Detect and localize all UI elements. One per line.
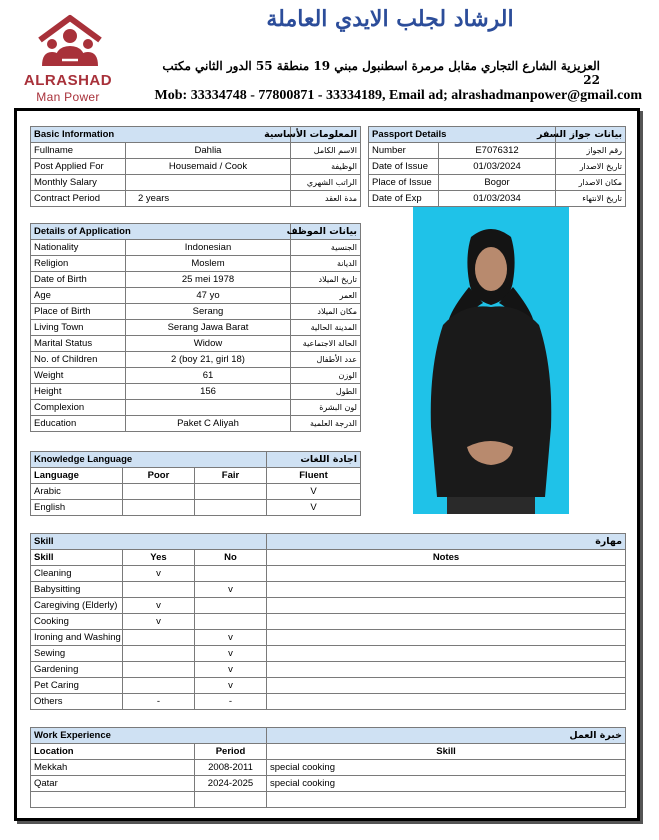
passport-table xyxy=(368,126,626,207)
field-value: 25 mei 1978 xyxy=(126,272,291,288)
skill-no xyxy=(195,566,267,582)
skill-name: Cooking xyxy=(31,614,123,630)
skill-yes: v xyxy=(123,614,195,630)
field-label: Place of Issue xyxy=(369,175,439,191)
column-header: Yes xyxy=(123,550,195,566)
field-value: Serang xyxy=(126,304,291,320)
section-title-ar: بيانات الموظف xyxy=(291,224,361,240)
column-header: Fluent xyxy=(267,468,361,484)
skill-yes xyxy=(123,662,195,678)
field-label-ar: الراتب الشهري xyxy=(291,175,361,191)
work-period xyxy=(195,792,267,808)
skill-yes xyxy=(123,678,195,694)
language-table xyxy=(30,451,361,516)
field-value: Serang Jawa Barat xyxy=(126,320,291,336)
table-row xyxy=(31,175,361,191)
field-label: Complexion xyxy=(31,400,126,416)
field-value xyxy=(126,400,291,416)
section-title-ar: خبرة العمل xyxy=(267,728,626,744)
section-title-ar: مهارة xyxy=(267,534,626,550)
field-label-ar: المدينة الحالية xyxy=(291,320,361,336)
field-label: Weight xyxy=(31,368,126,384)
field-value: Indonesian xyxy=(126,240,291,256)
column-header: Fair xyxy=(195,468,267,484)
table-row xyxy=(31,240,361,256)
work-period: 2008-2011 xyxy=(195,760,267,776)
table-row xyxy=(369,159,626,175)
table-row xyxy=(31,582,626,598)
field-value: Dahlia xyxy=(126,143,291,159)
table-header xyxy=(369,127,626,143)
table-row xyxy=(31,416,361,432)
table-header xyxy=(31,452,361,468)
field-value: Widow xyxy=(126,336,291,352)
table-row xyxy=(31,792,626,808)
work-experience-table xyxy=(30,727,626,808)
table-row xyxy=(31,598,626,614)
field-label: Age xyxy=(31,288,126,304)
company-logo xyxy=(18,14,118,104)
field-label: Place of Birth xyxy=(31,304,126,320)
table-row xyxy=(369,143,626,159)
skill-name: Others xyxy=(31,694,123,710)
level-fair xyxy=(195,484,267,500)
level-fluent: V xyxy=(267,500,361,516)
field-label-ar: الوظيفة xyxy=(291,159,361,175)
field-label: Height xyxy=(31,384,126,400)
skill-notes xyxy=(267,630,626,646)
house-people-icon xyxy=(32,14,108,70)
skill-no: v xyxy=(195,678,267,694)
field-label: Monthly Salary xyxy=(31,175,126,191)
table-row xyxy=(31,400,361,416)
section-title: Knowledge Language xyxy=(31,452,267,468)
skill-no xyxy=(195,598,267,614)
section-title-ar: المعلومات الأساسية xyxy=(291,127,361,143)
table-row xyxy=(31,288,361,304)
table-row xyxy=(369,191,626,207)
skill-name: Sewing xyxy=(31,646,123,662)
table-row xyxy=(369,175,626,191)
table-row xyxy=(31,630,626,646)
field-label-ar: الحالة الاجتماعية xyxy=(291,336,361,352)
skill-notes xyxy=(267,614,626,630)
applicant-photo xyxy=(413,207,569,514)
work-skill: special cooking xyxy=(267,776,626,792)
column-header: Poor xyxy=(123,468,195,484)
logo-subtitle: Man Power xyxy=(36,90,100,104)
skill-name: Pet Caring xyxy=(31,678,123,694)
skill-yes: v xyxy=(123,598,195,614)
work-skill xyxy=(267,792,626,808)
column-header: Language xyxy=(31,468,123,484)
skill-yes xyxy=(123,646,195,662)
basic-info-table xyxy=(30,126,361,207)
field-label: Living Town xyxy=(31,320,126,336)
language-name: English xyxy=(31,500,123,516)
field-value: 2 (boy 21, girl 18) xyxy=(126,352,291,368)
table-row xyxy=(31,320,361,336)
skill-notes xyxy=(267,582,626,598)
work-period: 2024-2025 xyxy=(195,776,267,792)
level-fluent: V xyxy=(267,484,361,500)
column-headers xyxy=(31,468,361,484)
column-header: Location xyxy=(31,744,195,760)
table-row xyxy=(31,662,626,678)
person-silhouette-icon xyxy=(413,207,569,514)
skill-name: Gardening xyxy=(31,662,123,678)
skill-notes xyxy=(267,598,626,614)
field-label: Date of Exp xyxy=(369,191,439,207)
skill-table xyxy=(30,533,626,710)
company-title: الرشاد لجلب الايدي العاملة xyxy=(266,6,514,32)
skill-no: v xyxy=(195,662,267,678)
column-header: Period xyxy=(195,744,267,760)
field-label: No. of Children xyxy=(31,352,126,368)
skill-no: v xyxy=(195,630,267,646)
field-label-ar: مكان الاصدار xyxy=(556,175,626,191)
table-row xyxy=(31,760,626,776)
skill-notes xyxy=(267,678,626,694)
table-row xyxy=(31,256,361,272)
contact-info: Mob: 33334748 - 77800871 - 33334189, Email ad; alrashadmanpower@gmail.com xyxy=(154,88,642,103)
table-row xyxy=(31,304,361,320)
skill-notes xyxy=(267,566,626,582)
column-header: Notes xyxy=(267,550,626,566)
level-poor xyxy=(123,500,195,516)
column-headers xyxy=(31,550,626,566)
skill-notes xyxy=(267,646,626,662)
field-value: Housemaid / Cook xyxy=(126,159,291,175)
table-row xyxy=(31,352,361,368)
field-label-ar: الاسم الكامل xyxy=(291,143,361,159)
skill-name: Ironing and Washing xyxy=(31,630,123,646)
table-row xyxy=(31,500,361,516)
table-header xyxy=(31,534,626,550)
skill-no: - xyxy=(195,694,267,710)
field-label: Number xyxy=(369,143,439,159)
field-label: Education xyxy=(31,416,126,432)
field-value: Paket C Aliyah xyxy=(126,416,291,432)
level-poor xyxy=(123,484,195,500)
table-header xyxy=(31,728,626,744)
table-header xyxy=(31,127,361,143)
table-row xyxy=(31,143,361,159)
field-label: Date of Birth xyxy=(31,272,126,288)
column-header: Skill xyxy=(267,744,626,760)
field-value: E7076312 xyxy=(439,143,556,159)
table-row xyxy=(31,614,626,630)
field-label-ar: رقم الجواز xyxy=(556,143,626,159)
field-label-ar: تاريخ الاصدار xyxy=(556,159,626,175)
field-label: Fullname xyxy=(31,143,126,159)
field-value: 47 yo xyxy=(126,288,291,304)
field-label-ar: لون البشرة xyxy=(291,400,361,416)
field-label-ar: عدد الأطفال xyxy=(291,352,361,368)
work-skill: special cooking xyxy=(267,760,626,776)
field-value: 01/03/2034 xyxy=(439,191,556,207)
skill-no xyxy=(195,614,267,630)
skill-name: Babysitting xyxy=(31,582,123,598)
column-header: No xyxy=(195,550,267,566)
skill-notes xyxy=(267,662,626,678)
skill-no: v xyxy=(195,646,267,662)
section-title-ar: اجادة اللغات xyxy=(267,452,361,468)
table-row xyxy=(31,368,361,384)
field-label-ar: تاريخ الانتهاء xyxy=(556,191,626,207)
table-header xyxy=(31,224,361,240)
section-title-ar: بيانات جواز السفر xyxy=(556,127,626,143)
section-title: Basic Information xyxy=(31,127,291,143)
table-row xyxy=(31,159,361,175)
skill-yes: - xyxy=(123,694,195,710)
language-name: Arabic xyxy=(31,484,123,500)
field-label-ar: مدة العقد xyxy=(291,191,361,207)
field-label-ar: الجنسية xyxy=(291,240,361,256)
field-value: 61 xyxy=(126,368,291,384)
skill-yes: v xyxy=(123,566,195,582)
section-title: Details of Application xyxy=(31,224,291,240)
table-row xyxy=(31,566,626,582)
table-row xyxy=(31,484,361,500)
field-label-ar: الدرجة العلمية xyxy=(291,416,361,432)
field-label-ar: الوزن xyxy=(291,368,361,384)
work-location xyxy=(31,792,195,808)
field-label: Post Applied For xyxy=(31,159,126,175)
table-row xyxy=(31,678,626,694)
table-row xyxy=(31,336,361,352)
skill-yes xyxy=(123,582,195,598)
field-value: 01/03/2024 xyxy=(439,159,556,175)
column-header: Skill xyxy=(31,550,123,566)
field-label: Religion xyxy=(31,256,126,272)
field-label-ar: تاريخ الميلاد xyxy=(291,272,361,288)
field-label: Date of Issue xyxy=(369,159,439,175)
section-title: Skill xyxy=(31,534,267,550)
level-fair xyxy=(195,500,267,516)
field-label: Nationality xyxy=(31,240,126,256)
section-title: Work Experience xyxy=(31,728,267,744)
field-label-ar: مكان الميلاد xyxy=(291,304,361,320)
table-row xyxy=(31,272,361,288)
field-label: Contract Period xyxy=(31,191,126,207)
skill-name: Caregiving (Elderly) xyxy=(31,598,123,614)
column-headers xyxy=(31,744,626,760)
skill-notes xyxy=(267,694,626,710)
field-value: Moslem xyxy=(126,256,291,272)
table-row xyxy=(31,776,626,792)
field-label-ar: العمر xyxy=(291,288,361,304)
table-row xyxy=(31,694,626,710)
skill-yes xyxy=(123,630,195,646)
skill-no: v xyxy=(195,582,267,598)
logo-name: ALRASHAD xyxy=(23,72,113,89)
section-title: Passport Details xyxy=(369,127,556,143)
field-label-ar: الطول xyxy=(291,384,361,400)
table-row xyxy=(31,646,626,662)
field-value: Bogor xyxy=(439,175,556,191)
table-row xyxy=(31,384,361,400)
field-value xyxy=(126,175,291,191)
company-address: العزيزية الشارع التجاري مقابل مرمرة اسطنبول مبني 19 منطقة 55 الدور الثاني مكتب 22 xyxy=(162,59,600,87)
table-row xyxy=(31,191,361,207)
field-label-ar: الديانة xyxy=(291,256,361,272)
application-table xyxy=(30,223,361,432)
field-value: 156 xyxy=(126,384,291,400)
field-label: Marital Status xyxy=(31,336,126,352)
skill-name: Cleaning xyxy=(31,566,123,582)
work-location: Qatar xyxy=(31,776,195,792)
field-value: 2 years xyxy=(126,191,291,207)
work-location: Mekkah xyxy=(31,760,195,776)
